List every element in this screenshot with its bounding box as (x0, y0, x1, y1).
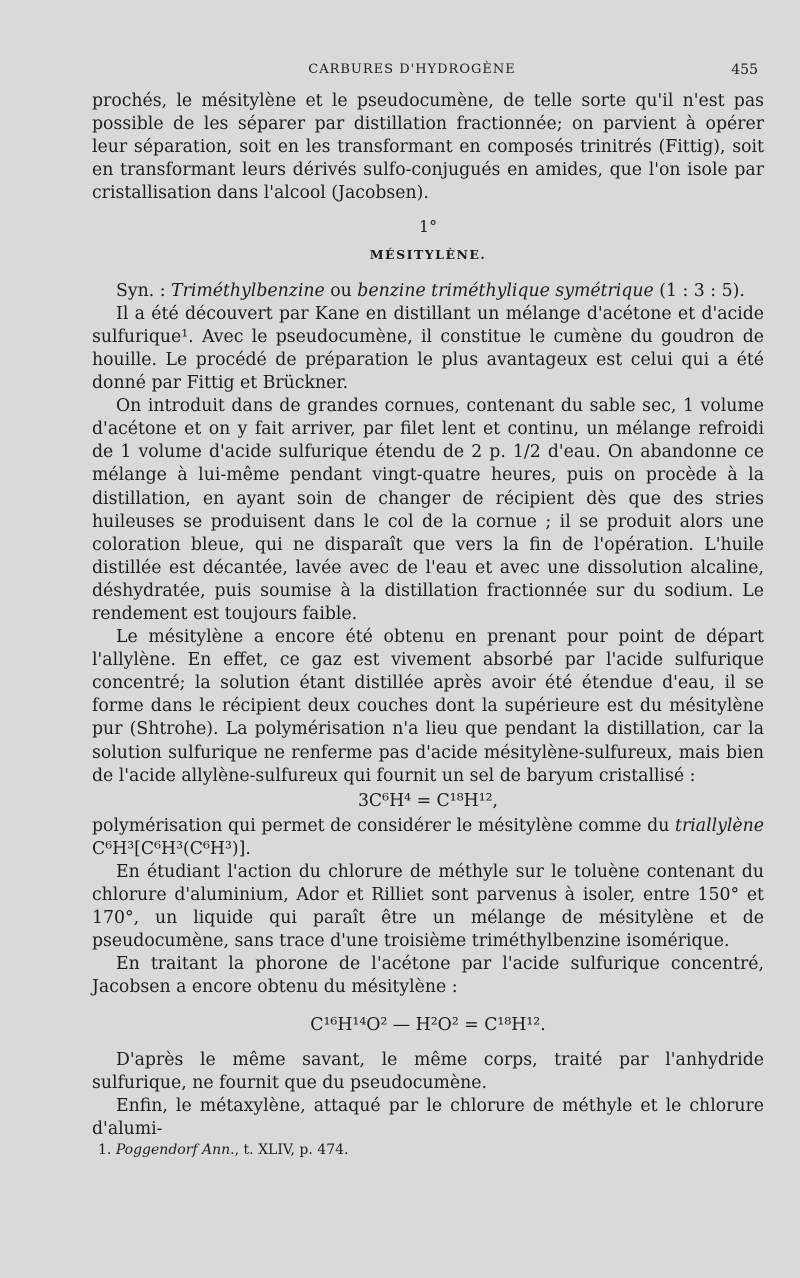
paragraph-5-formula: C⁶H³[C⁶H³(C⁶H³)]. (92, 838, 251, 859)
formula-phorone: C¹⁶H¹⁴O² — H²O² = C¹⁸H¹². (310, 1014, 546, 1035)
paragraph-9: Enfin, le métaxylène, attaqué par le chlorure de méthyle et le chlorure d'alumi- (92, 1095, 764, 1139)
synonym-line (92, 280, 764, 303)
footnote (98, 1142, 758, 1158)
synonym-lead: Syn. : (116, 280, 172, 301)
paragraph-3: On introduit dans de grandes cornues, contenant du sable sec, 1 volume d'acétone et on y fait arriver, par filet lent et continu, un mélange refroidi de 1 volume d'acide sulfurique étendu de 2 p. 1/2 d'eau. On abandonne ce mélange à lui-même pendant vingt-quatre heures, puis on procède à la distillation, en ayant soin de changer de récipient dès que des stries huileuses se produisent dans le col de la cornue ; il se produit alors une coloration bleue, qui ne disparaît que vers la fin de l'opération. L'huile distillée est décantée, lavée avec de l'eau et avec une dissolution alcaline, déshydratée, puis soumise à la distillation fractionnée sur du sodium. Le rendement est toujours faible. (92, 396, 764, 624)
paragraph-1: prochés, le mésitylène et le pseudocumène, de telle sorte qu'il n'est pas possible de les séparer par distillation fractionnée; on parvient à opérer leur séparation, soit en les transformant en composés trinitrés (Fittig), soit en transformant leurs dérivés sulfo-conjugués en amides, que l'on isole par cristallisation dans l'alcool (Jacobsen). (92, 91, 764, 204)
paragraph-5-italic: triallylène (675, 815, 764, 836)
paragraph-2: Il a été découvert par Kane en distillant un mélange d'acétone et d'acide sulfurique¹. Avec le pseudocumène, il constitue le cumène du goudron de houille. Le procédé de préparation le plus avantageux est celui qui a été donné par Fittig et Brückner. (92, 303, 764, 394)
footnote-journal: Poggendorf Ann. (115, 1142, 235, 1158)
running-header (92, 62, 758, 84)
body-text (92, 90, 764, 1141)
paragraph-5 (92, 815, 764, 861)
synonym-or: ou (324, 280, 358, 301)
synonym-name-2: benzine triméthylique symétrique (357, 280, 654, 301)
footnote-reference: , t. XLIV, p. 474. (234, 1142, 349, 1158)
footnote-number: 1. (98, 1142, 116, 1158)
synonym-name-1: Triméthylbenzine (171, 280, 325, 301)
page-number: 455 (731, 62, 758, 78)
formula-polymerization: 3C⁶H⁴ = C¹⁸H¹², (357, 790, 499, 811)
section-title: MÉSITYLÈNE. (369, 246, 487, 262)
section-number: 1° (418, 217, 438, 237)
paragraph-6: En étudiant l'action du chlorure de méthyle sur le toluène contenant du chlorure d'aluminium, Ador et Rilliet sont parvenus à isoler, entre 150° et 170°, un liquide qui paraît être un mélange de mésitylène et de pseudocumène, sans trace d'une troisième triméthylbenzine isomérique. (92, 862, 764, 952)
paragraph-4: Le mésitylène a encore été obtenu en prenant pour point de départ l'allylène. En effet, ce gaz est vivement absorbé par l'acide sulfurique concentré; la solution étant distillée après avoir été étendue d'eau, il se forme dans le récipient deux couches dont la supérieure est du mésitylène pur (Shtrohe). La polymérisation n'a lieu que pendant la distillation, car la solution sulfurique ne renferme pas d'acide mésitylène-sulfureux, mais bien de l'acide allylène-sulfureux qui fournit un sel de baryum cristallisé : (92, 627, 764, 786)
paragraph-8: D'après le même savant, le même corps, traité par l'anhydride sulfurique, ne fournit que du pseudocumène. (92, 1049, 764, 1093)
header-title: CARBURES D'HYDROGÈNE (308, 62, 516, 77)
paragraph-7: En traitant la phorone de l'acétone par l'acide sulfurique concentré, Jacobsen a encore obtenu du mésitylène : (92, 954, 764, 998)
synonym-ratio: (1 : 3 : 5). (653, 280, 745, 301)
paragraph-5-lead: polymérisation qui permet de considérer le mésitylène comme du (92, 815, 676, 836)
